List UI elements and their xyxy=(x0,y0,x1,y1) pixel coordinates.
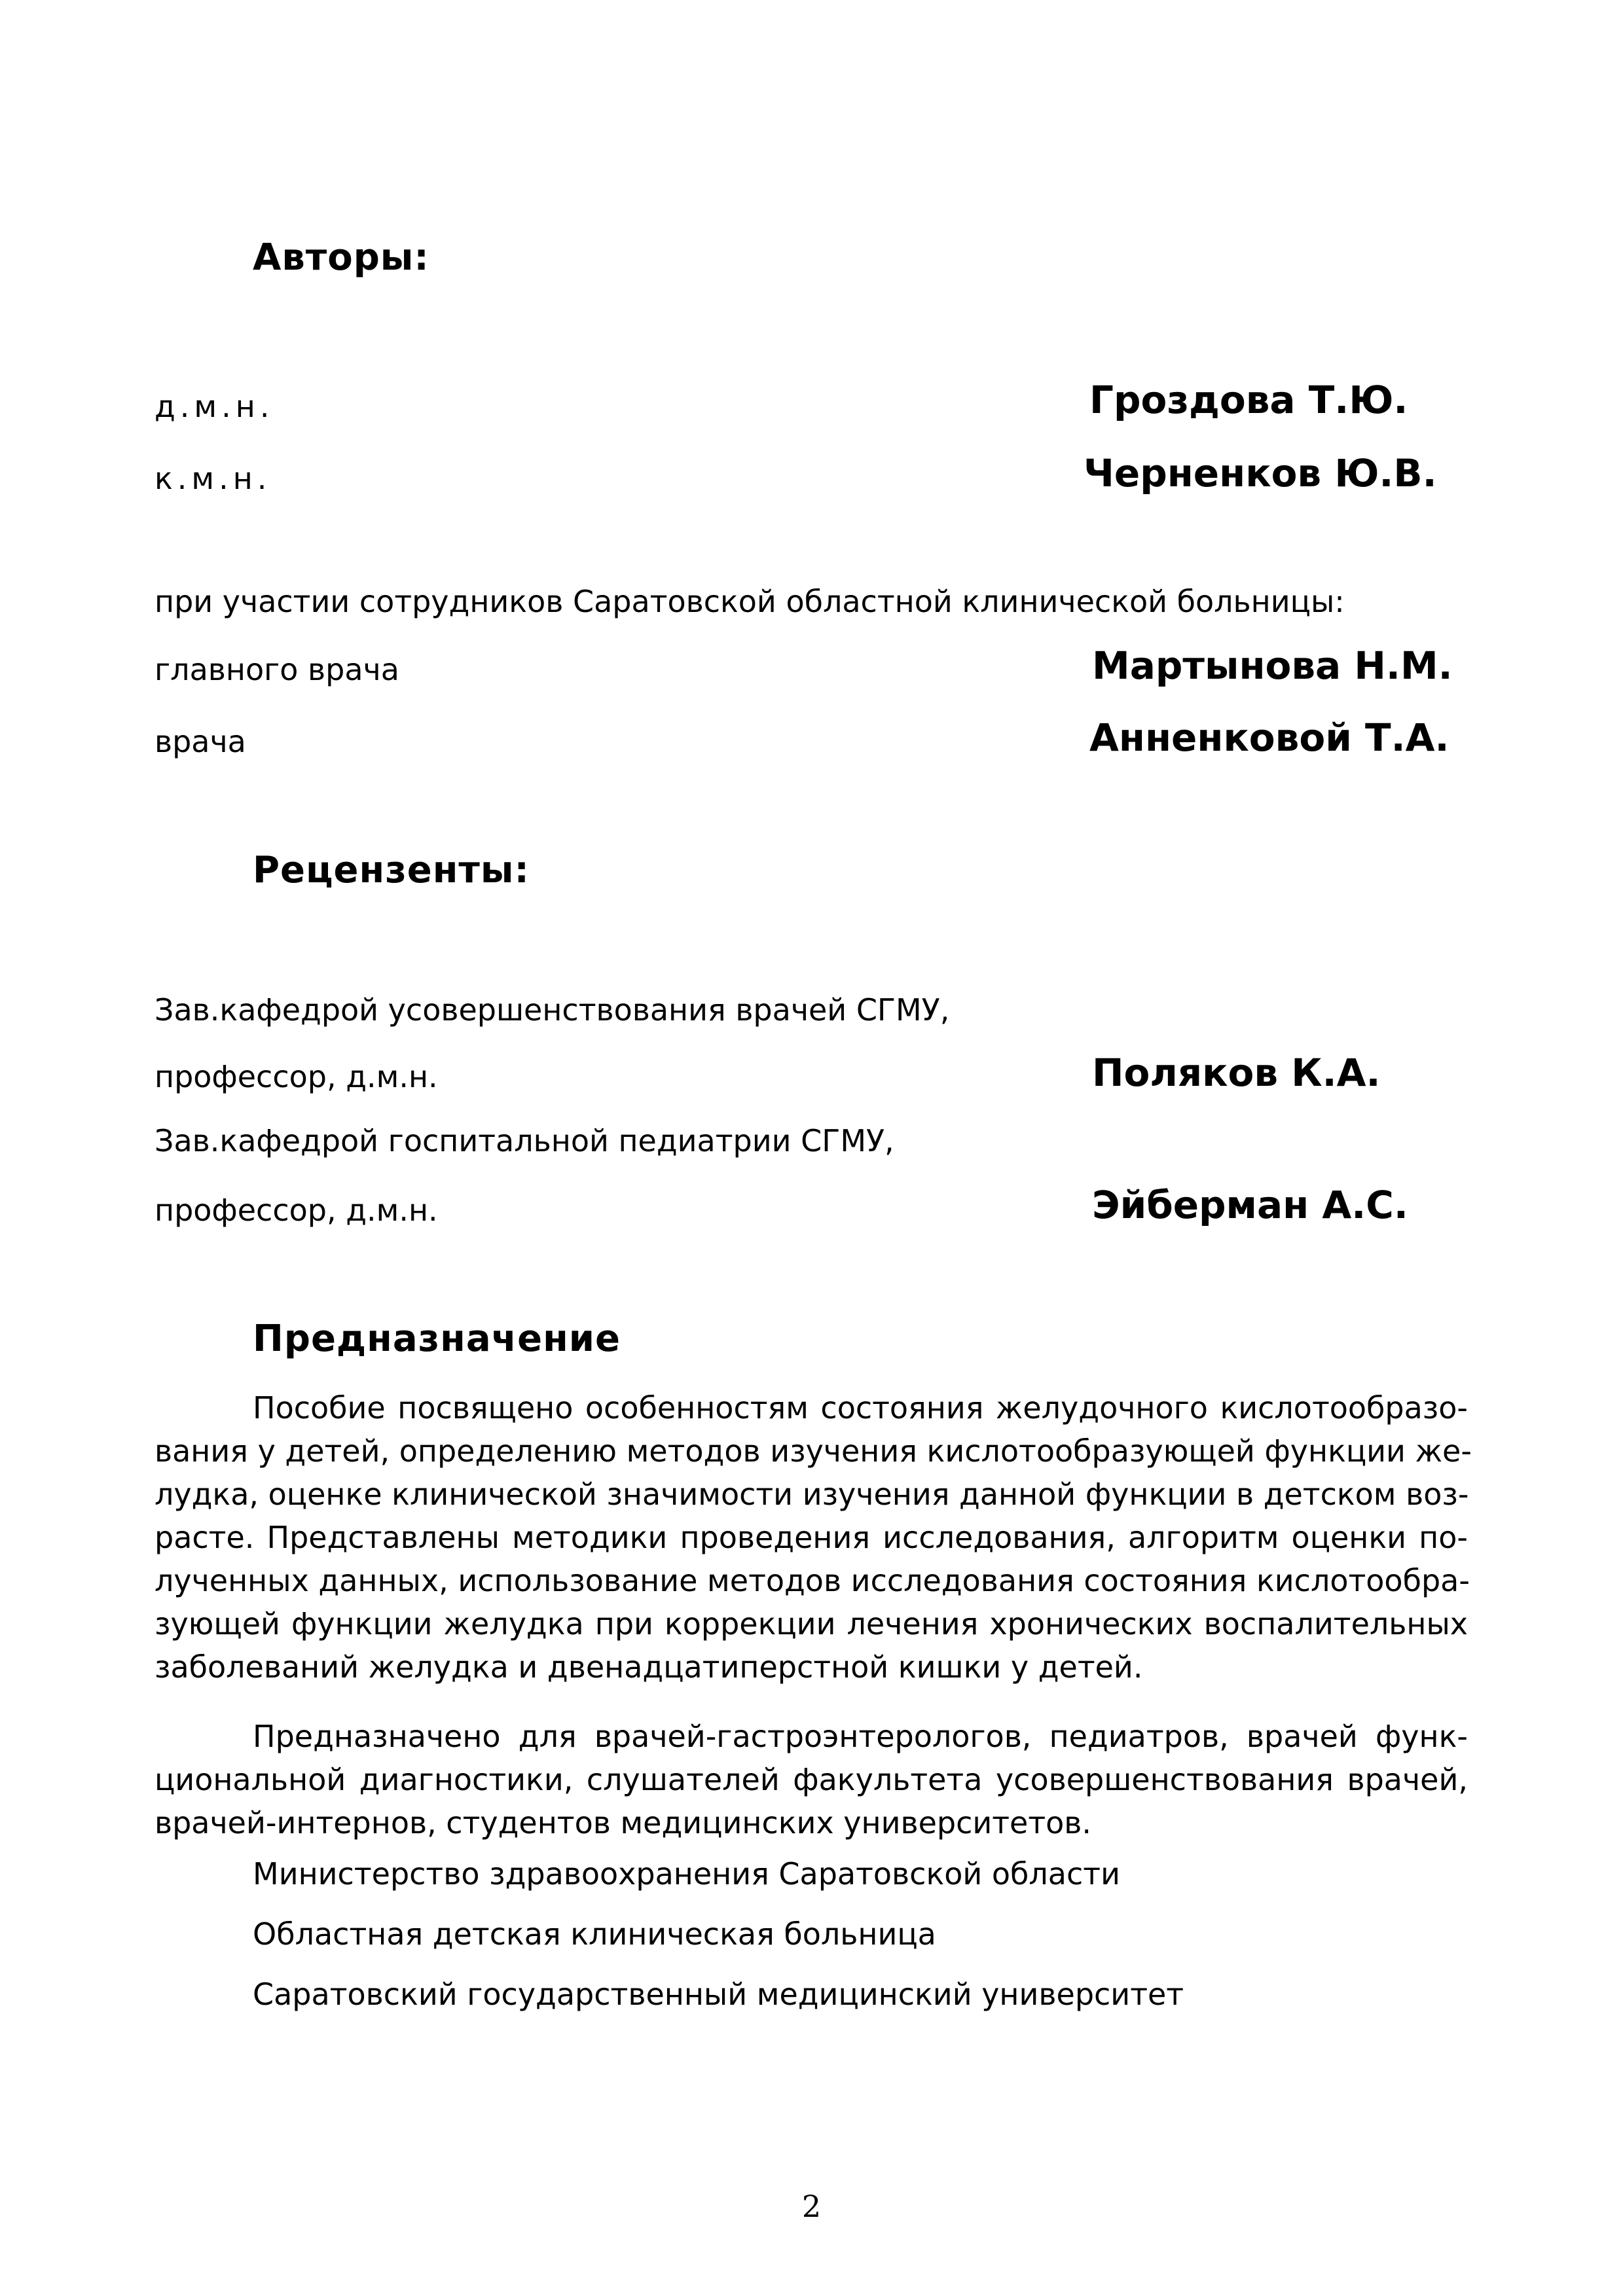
participant-role-2: врача xyxy=(155,724,246,759)
author-degree-1: д.м.н. xyxy=(155,389,274,424)
author-name-1: Гроздова Т.Ю. xyxy=(1089,378,1408,422)
paragraph-line: зующей функции желудка при коррекции лечения хронических воспалительных xyxy=(155,1606,1468,1641)
reviewer-title-2: профессор, д.м.н. xyxy=(155,1193,438,1228)
participant-name-1: Мартынова Н.М. xyxy=(1092,643,1453,688)
organization-hospital: Областная детская клиническая больница xyxy=(253,1916,936,1952)
participation-intro: при участии сотрудников Саратовской областной клинической больницы: xyxy=(155,584,1345,619)
purpose-paragraph-1 xyxy=(155,1386,1472,1689)
paragraph-line: заболеваний желудка и двенадцатиперстной кишки у детей. xyxy=(155,1649,1143,1685)
purpose-heading: Предназначение xyxy=(253,1318,621,1360)
author-name-2: Черненков Ю.В. xyxy=(1084,451,1437,495)
paragraph-line: Пособие посвящено особенностям состояния желудочного кислотообразо- xyxy=(253,1390,1468,1426)
reviewer-name-2: Эйберман А.С. xyxy=(1092,1183,1408,1227)
paragraph-line: вания у детей, определению методов изучения кислотообразующей функции же- xyxy=(155,1433,1472,1469)
paragraph-line: лученных данных, использование методов исследования состояния кислотообра- xyxy=(155,1563,1470,1598)
paragraph-line: Предназначено для врачей-гастроэнтерологов, педиатров, врачей функ- xyxy=(253,1719,1468,1754)
organization-ministry: Министерство здравоохранения Саратовской области xyxy=(253,1856,1120,1892)
reviewer-title-1: профессор, д.м.н. xyxy=(155,1059,438,1094)
paragraph-line: циональной диагностики, слушателей факультета усовершенствования врачей, xyxy=(155,1762,1468,1797)
participant-role-1: главного врача xyxy=(155,652,399,687)
purpose-paragraph-2 xyxy=(155,1715,1468,1844)
reviewer-position-1: Зав.кафедрой усовершенствования врачей СГМУ, xyxy=(155,992,950,1028)
paragraph-line: врачей-интернов, студентов медицинских университетов. xyxy=(155,1805,1092,1840)
reviewers-heading: Рецензенты: xyxy=(253,849,530,891)
author-degree-2: к.м.н. xyxy=(155,461,272,496)
organization-university: Саратовский государственный медицинский университет xyxy=(253,1977,1184,2012)
paragraph-line: расте. Представлены методики проведения исследования, алгоритм оценки по- xyxy=(155,1520,1468,1555)
reviewer-name-1: Поляков К.А. xyxy=(1092,1050,1381,1095)
reviewer-position-2: Зав.кафедрой госпитальной педиатрии СГМУ, xyxy=(155,1123,894,1158)
participant-name-2: Анненковой Т.А. xyxy=(1089,715,1450,760)
page-number: 2 xyxy=(801,2189,822,2224)
paragraph-line: лудка, оценке клинической значимости изучения данной функции в детском воз- xyxy=(155,1477,1469,1512)
authors-heading: Авторы: xyxy=(253,236,429,279)
